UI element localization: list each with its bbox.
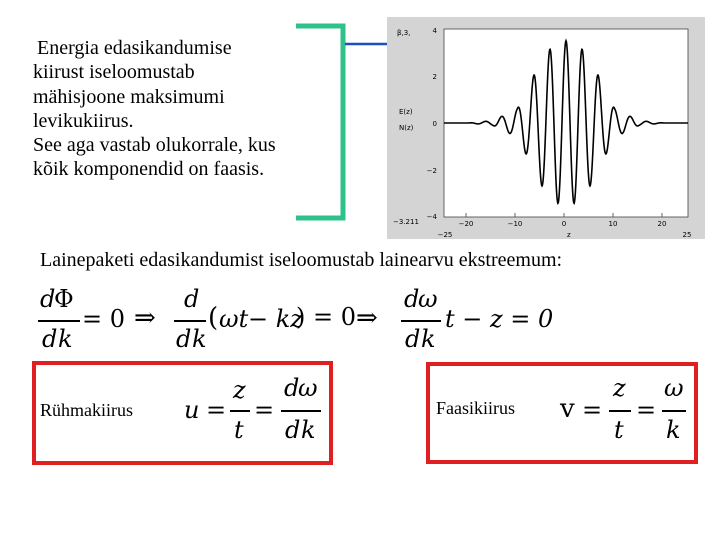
x-tick-label: 20 — [657, 220, 667, 228]
x-tick-label-edge: −25 — [437, 231, 453, 239]
frac3-den-d: d — [405, 325, 421, 353]
x-tick-label: −20 — [458, 220, 474, 228]
v-symbol: v — [560, 394, 575, 424]
paren-close-eq0: ) = 0 — [296, 303, 356, 331]
frac-bar — [609, 410, 631, 412]
eq-sign: = — [206, 396, 227, 424]
legend-n: N(z) — [399, 124, 414, 132]
frac-bar — [281, 410, 321, 412]
frac-t: t — [234, 416, 244, 444]
intro-text — [33, 36, 353, 182]
legend-e: E(z) — [399, 108, 413, 116]
u-symbol: u — [184, 396, 200, 424]
plot-bottom-label: −3.211 — [393, 218, 419, 226]
frac1-bar — [38, 320, 80, 322]
frac3-num-omega: ω — [418, 285, 438, 313]
frac1-num-phi: Φ — [54, 285, 74, 313]
paren-open: ( — [208, 303, 219, 333]
y-tick-label: −2 — [426, 167, 437, 175]
frac1-den-k: k — [58, 325, 73, 353]
frac-den-d: d — [285, 416, 301, 444]
wave-packet-plot — [387, 17, 705, 239]
omega-t: ωt — [219, 305, 249, 333]
eq-zero-1: = 0 — [82, 305, 126, 333]
t-minus-z-eq0: t − z = 0 — [445, 305, 554, 333]
intro-line: kiirust iseloomustab — [33, 61, 195, 84]
plot-top-label: β,3, — [397, 29, 411, 37]
y-tick-label: 0 — [432, 120, 437, 128]
y-tick-label: −4 — [426, 213, 437, 221]
frac1-num-d: d — [40, 285, 56, 313]
eq-sign: = — [582, 396, 603, 424]
frac3-den-k: k — [421, 325, 436, 353]
frac-den-k: k — [301, 416, 316, 444]
x-tick-label-edge: 25 — [682, 231, 692, 239]
frac-bar — [662, 410, 686, 412]
x-axis-label: z — [567, 231, 571, 239]
y-tick-label: 2 — [432, 73, 437, 81]
frac2-den-d: d — [176, 325, 192, 353]
eq-sign: = — [636, 396, 657, 424]
frac-num-omega: ω — [664, 374, 684, 402]
intro-line: kõik komponendid on faasis. — [33, 158, 265, 181]
group-velocity-label: Rühmakiirus — [40, 400, 133, 420]
frac-z: z — [233, 376, 246, 404]
eq-sign: = — [254, 396, 275, 424]
phase-velocity-label: Faasikiirus — [436, 398, 515, 418]
implies-2: ⇒ — [356, 303, 378, 333]
intro-line: Energia edasikandumise — [37, 37, 232, 59]
intro-line: See aga vastab olukorrale, kus — [33, 134, 276, 157]
group-velocity-statement: Lainepaketi edasikandumist iseloomustab lainearvu ekstreemum: — [40, 249, 563, 271]
frac2-bar — [174, 320, 206, 322]
x-tick-label: 10 — [608, 220, 618, 228]
frac3-bar — [401, 320, 441, 322]
frac2-num-d: d — [184, 285, 200, 313]
frac-num-omega: ω — [298, 374, 318, 402]
x-tick-label: −10 — [507, 220, 523, 228]
frac-den-k: k — [666, 416, 681, 444]
frac-t: t — [614, 416, 624, 444]
frac-z: z — [613, 374, 626, 402]
frac-bar — [230, 410, 250, 412]
minus-kz: − kz — [248, 305, 303, 333]
frac-num-d: d — [284, 374, 300, 402]
x-tick-label: 0 — [561, 220, 567, 228]
frac2-den-k: k — [192, 325, 207, 353]
y-tick-label: 4 — [432, 27, 437, 35]
frac3-num-d: d — [404, 285, 420, 313]
implies-1: ⇒ — [134, 303, 156, 333]
intro-line: mähisjoone maksimumi — [33, 85, 225, 108]
intro-line: levikukiirus. — [33, 109, 134, 132]
frac1-den-d: d — [42, 325, 58, 353]
